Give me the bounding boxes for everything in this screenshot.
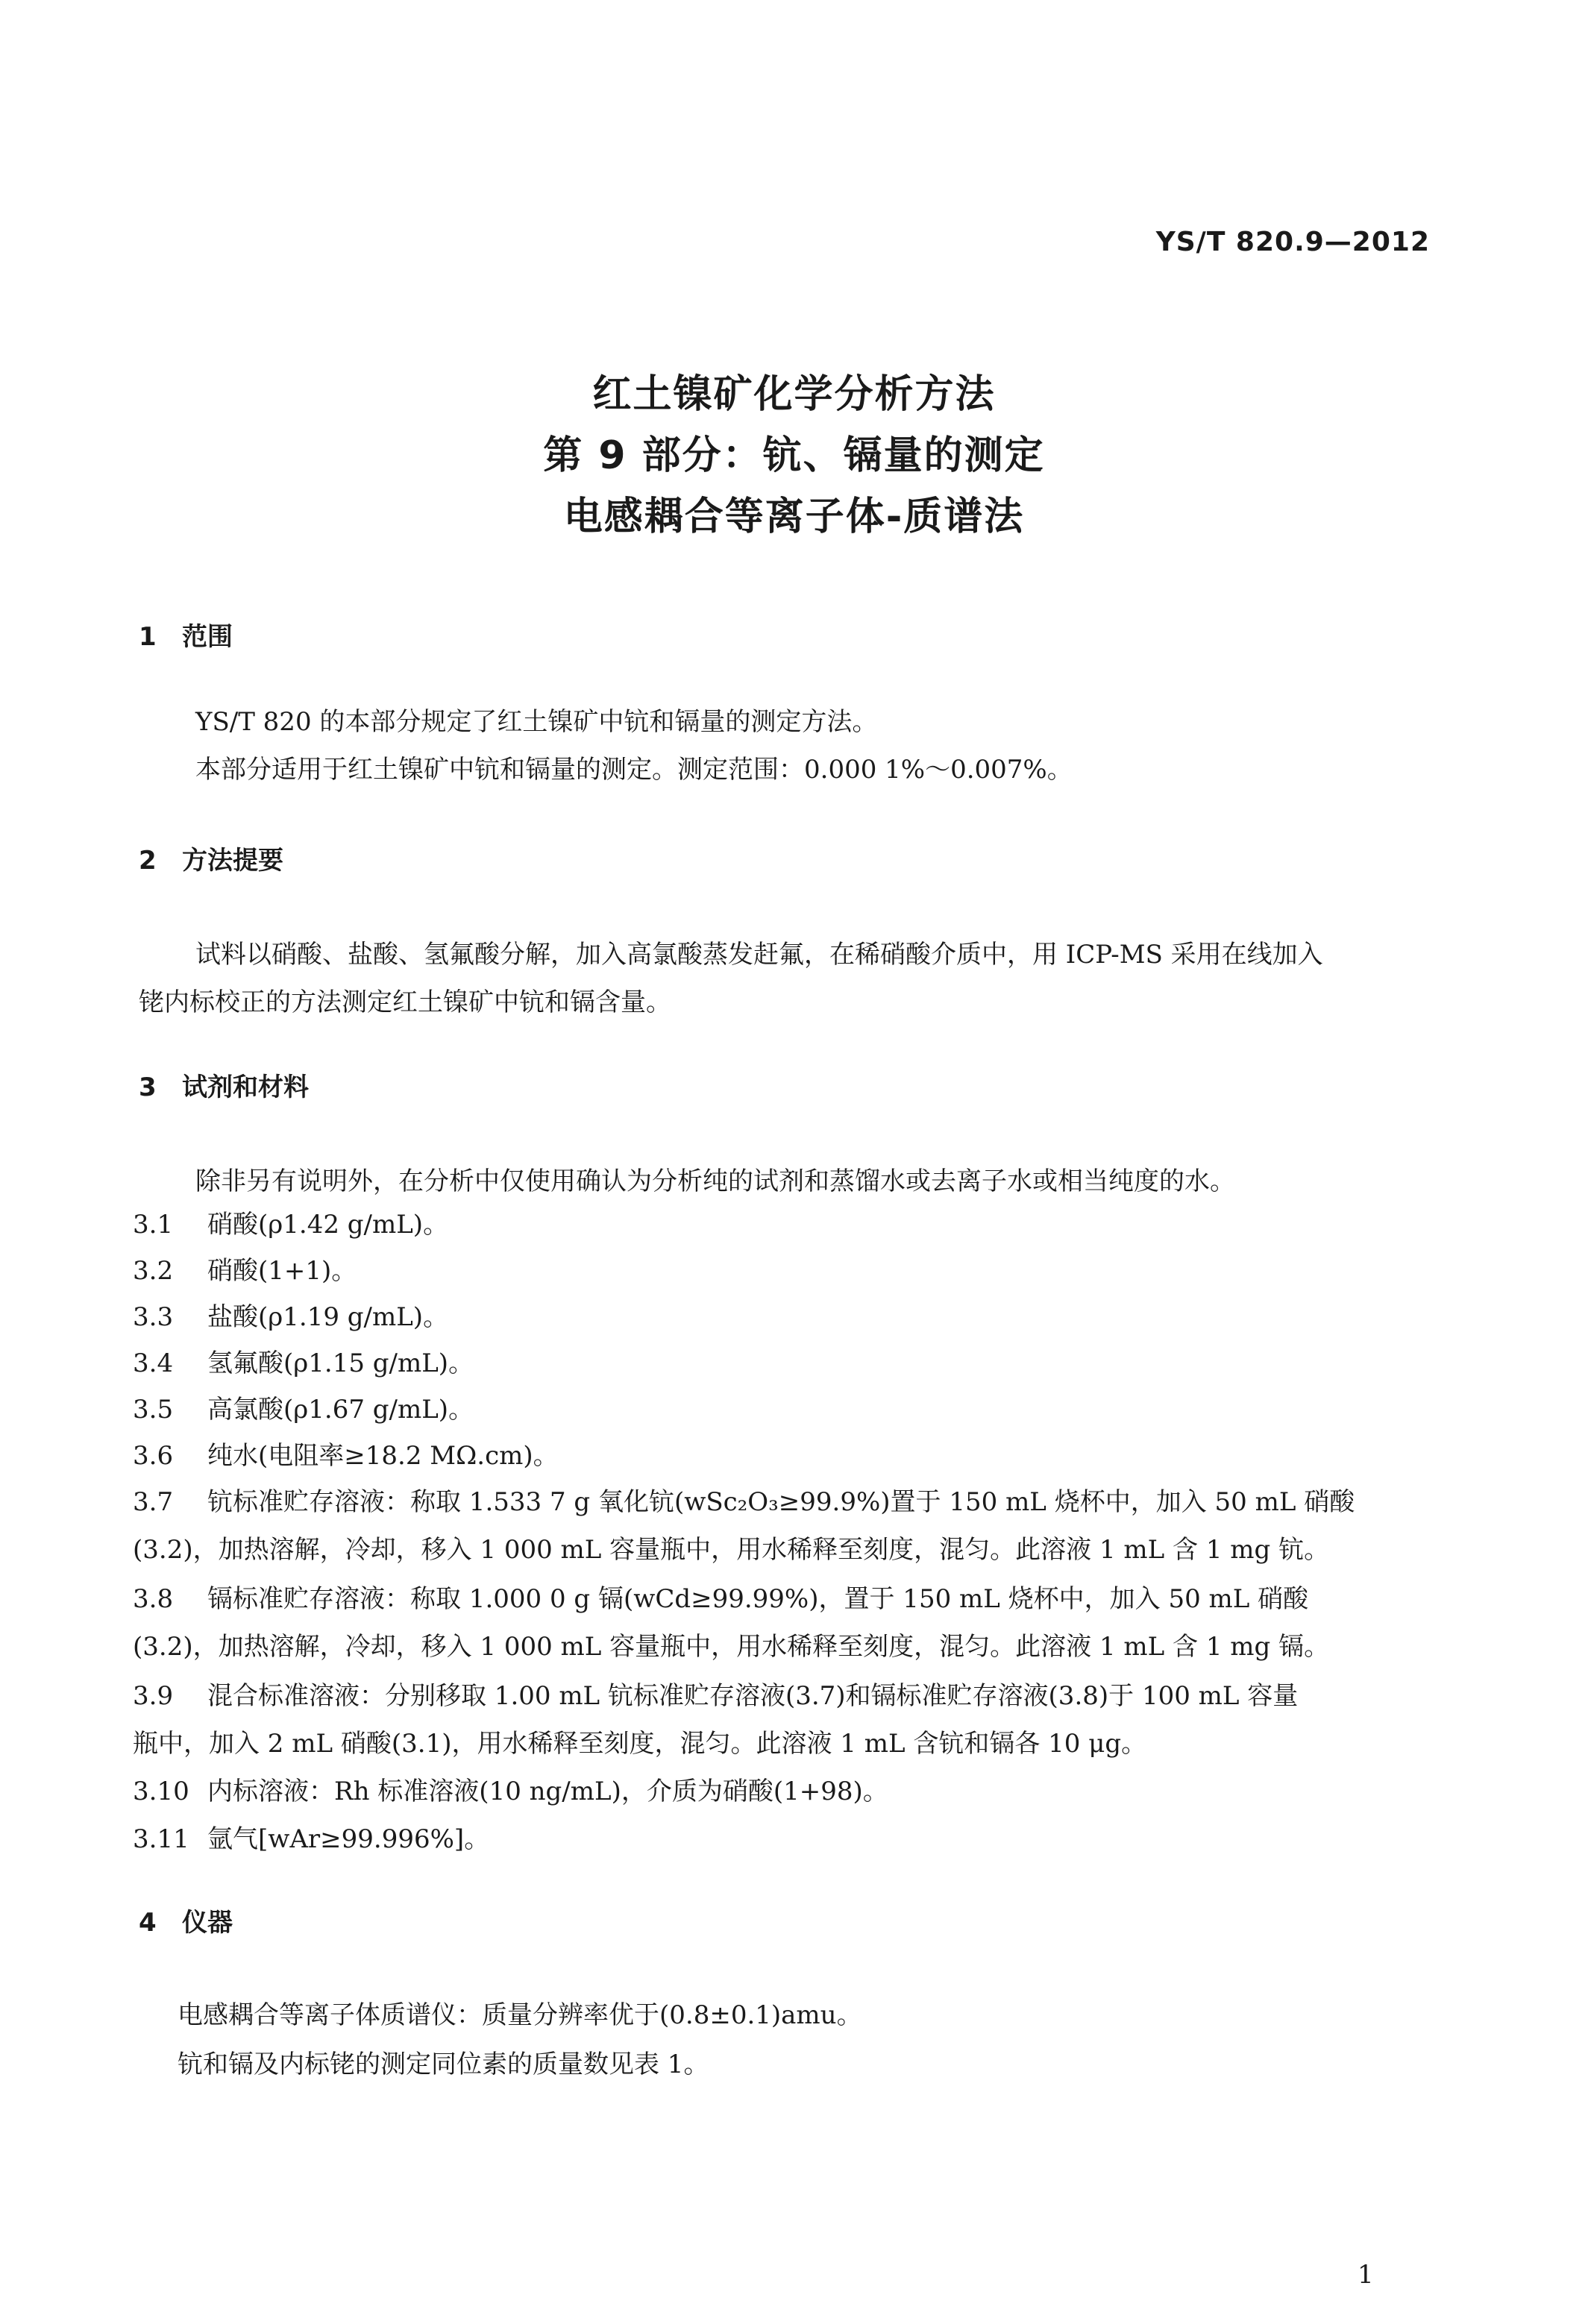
list-item: 3.11 氩气[wAr≥99.996%]。 xyxy=(133,1824,490,1854)
list-item: 3.7 钪标准贮存溶液：称取 1.533 7 g 氧化钪(wSc₂O₃≥99.9%)置于 150 mL 烧杯中，加入 50 mL 硝酸 xyxy=(133,1487,1355,1517)
list-item: 3.3 盐酸(ρ1.19 g/mL)。 xyxy=(133,1302,449,1332)
section-3-heading xyxy=(139,1067,309,1103)
list-item: 3.6 纯水(电阻率≥18.2 MΩ.cm)。 xyxy=(133,1441,559,1471)
section-number: 2 xyxy=(139,846,157,876)
list-item: 3.1 硝酸(ρ1.42 g/mL)。 xyxy=(133,1210,449,1240)
title-line-1: 红土镍矿化学分析方法 xyxy=(592,372,996,417)
section-number: 4 xyxy=(139,1908,157,1938)
paragraph: 钪和镉及内标铑的测定同位素的质量数见表 1。 xyxy=(178,2050,709,2079)
list-item: 3.2 硝酸(1+1)。 xyxy=(133,1256,357,1286)
section-number: 1 xyxy=(139,622,157,652)
paragraph-continuation: 铑内标校正的方法测定红土镍矿中钪和镉含量。 xyxy=(139,987,671,1017)
list-item: 3.9 混合标准溶液：分别移取 1.00 mL 钪标准贮存溶液(3.7)和镉标准贮存溶液(3.8)于 100 mL 容量 xyxy=(133,1681,1299,1711)
page-number: 1 xyxy=(1358,2260,1374,2290)
title-line-2: 第 9 部分：钪、镉量的测定 xyxy=(543,433,1045,478)
section-title: 方法提要 xyxy=(182,846,283,876)
section-title: 试剂和材料 xyxy=(182,1073,309,1102)
paragraph: 电感耦合等离子体质谱仪：质量分辨率优于(0.8±0.1)amu。 xyxy=(178,2000,862,2030)
paragraph: YS/T 820 的本部分规定了红土镍矿中钪和镉量的测定方法。 xyxy=(195,707,878,737)
list-item-continuation: (3.2)，加热溶解，冷却，移入 1 000 mL 容量瓶中，用水稀释至刻度，混匀。此溶液 1 mL 含 1 mg 镉。 xyxy=(133,1632,1330,1662)
section-number: 3 xyxy=(139,1073,157,1102)
section-1-heading xyxy=(139,616,233,653)
section-4-heading xyxy=(139,1902,233,1938)
list-item: 3.8 镉标准贮存溶液：称取 1.000 0 g 镉(wCd≥99.99%)，置于 150 mL 烧杯中，加入 50 mL 硝酸 xyxy=(133,1584,1309,1614)
list-item: 3.5 高氯酸(ρ1.67 g/mL)。 xyxy=(133,1395,474,1425)
section-title: 范围 xyxy=(182,622,233,652)
list-item: 3.4 氢氟酸(ρ1.15 g/mL)。 xyxy=(133,1348,474,1378)
paragraph: 试料以硝酸、盐酸、氢氟酸分解，加入高氯酸蒸发赶氟，在稀硝酸介质中，用 ICP-MS 采用在线加入 xyxy=(195,940,1323,970)
section-title: 仪器 xyxy=(182,1908,233,1938)
title-line-3: 电感耦合等离子体-质谱法 xyxy=(563,494,1025,539)
list-item-continuation: 瓶中，加入 2 mL 硝酸(3.1)，用水稀释至刻度，混匀。此溶液 1 mL 含钪和镉各 10 μg。 xyxy=(133,1729,1147,1759)
paragraph: 除非另有说明外，在分析中仅使用确认为分析纯的试剂和蒸馏水或去离子水或相当纯度的水。 xyxy=(195,1166,1235,1196)
section-2-heading xyxy=(139,840,283,876)
paragraph: 本部分适用于红土镍矿中钪和镉量的测定。测定范围：0.000 1%～0.007%。 xyxy=(195,755,1073,785)
list-item: 3.10 内标溶液：Rh 标准溶液(10 ng/mL)，介质为硝酸(1+98)。 xyxy=(133,1777,888,1806)
standard-code: YS/T 820.9—2012 xyxy=(1155,227,1430,257)
list-item-continuation: (3.2)，加热溶解，冷却，移入 1 000 mL 容量瓶中，用水稀释至刻度，混匀。此溶液 1 mL 含 1 mg 钪。 xyxy=(133,1535,1330,1565)
